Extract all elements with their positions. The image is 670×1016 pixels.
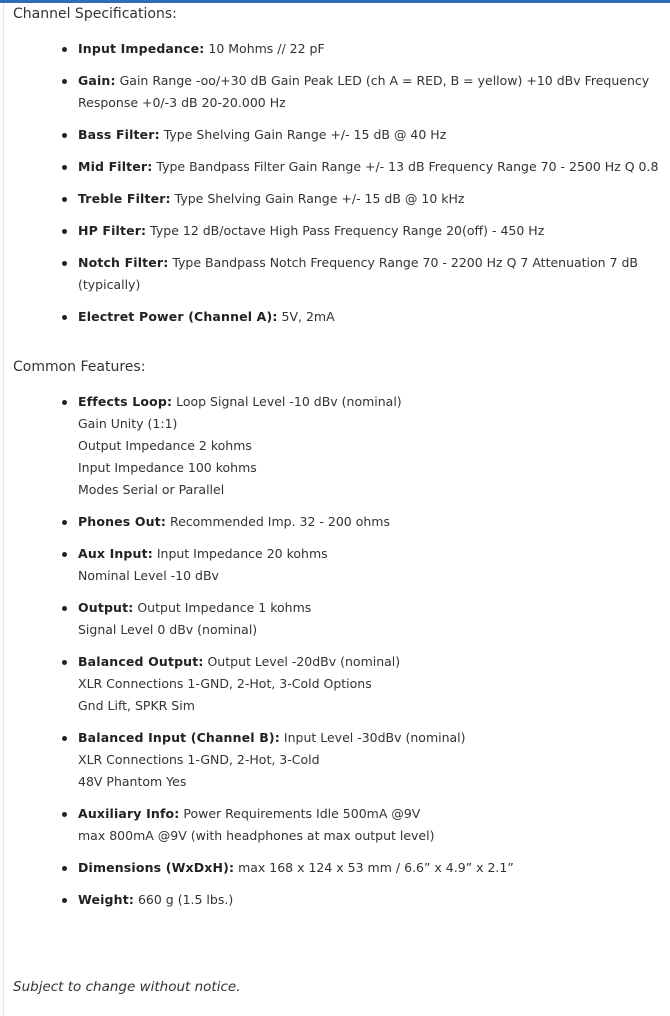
spec-line xyxy=(78,92,668,114)
spec-label: Mid Filter: xyxy=(78,159,153,174)
spec-label: Electret Power (Channel A): xyxy=(78,309,278,324)
spec-line xyxy=(78,727,668,749)
common-features-list xyxy=(0,391,670,921)
spec-line xyxy=(78,543,668,565)
spec-item xyxy=(0,543,670,587)
spec-value: max 168 x 124 x 53 mm / 6.6” x 4.9” x 2.1” xyxy=(234,860,514,875)
spec-item xyxy=(0,220,670,242)
spec-value: Gain Range -oo/+30 dB Gain Peak LED (ch A = RED, B = yellow) +10 dBv Frequency xyxy=(115,73,650,88)
spec-item xyxy=(0,803,670,847)
spec-value: 5V, 2mA xyxy=(277,309,335,324)
spec-item xyxy=(0,70,670,114)
common-features-heading: Common Features: xyxy=(13,359,146,375)
spec-line xyxy=(78,565,668,587)
spec-line xyxy=(78,695,668,717)
spec-line xyxy=(78,771,668,793)
spec-value: Input Impedance 100 kohms xyxy=(78,460,257,475)
spec-value: Gain Unity (1:1) xyxy=(78,416,178,431)
spec-item xyxy=(0,597,670,641)
spec-value: Output Impedance 2 kohms xyxy=(78,438,252,453)
spec-item xyxy=(0,252,670,296)
spec-line xyxy=(78,803,668,825)
spec-value: Output Level -20dBv (nominal) xyxy=(203,654,401,669)
spec-line xyxy=(78,70,668,92)
spec-label: Balanced Input (Channel B): xyxy=(78,730,280,745)
spec-label: Notch Filter: xyxy=(78,255,169,270)
spec-item xyxy=(0,727,670,793)
spec-value: Nominal Level -10 dBv xyxy=(78,568,219,583)
channel-specs-heading: Channel Specifications: xyxy=(13,6,177,22)
spec-value: Input Impedance 20 kohms xyxy=(152,546,328,561)
spec-value: (typically) xyxy=(78,277,141,292)
spec-label: Weight: xyxy=(78,892,134,907)
spec-label: Auxiliary Info: xyxy=(78,806,180,821)
disclaimer-text: Subject to change without notice. xyxy=(13,979,241,995)
spec-line xyxy=(78,673,668,695)
spec-value: Gnd Lift, SPKR Sim xyxy=(78,698,195,713)
spec-item xyxy=(0,889,670,911)
spec-line xyxy=(78,511,668,533)
spec-line xyxy=(78,274,668,296)
spec-line xyxy=(78,889,668,911)
spec-item xyxy=(0,511,670,533)
spec-value: XLR Connections 1-GND, 2-Hot, 3-Cold Options xyxy=(78,676,372,691)
spec-item xyxy=(0,156,670,178)
spec-item xyxy=(0,124,670,146)
channel-specs-list xyxy=(0,38,670,338)
spec-label: Input Impedance: xyxy=(78,41,205,56)
spec-label: Bass Filter: xyxy=(78,127,160,142)
spec-label: Gain: xyxy=(78,73,116,88)
spec-line xyxy=(78,413,668,435)
spec-line xyxy=(78,749,668,771)
spec-label: Treble Filter: xyxy=(78,191,171,206)
spec-value: Type Bandpass Filter Gain Range +/- 13 dB Frequency Range 70 - 2500 Hz Q 0.8 xyxy=(152,159,659,174)
spec-line xyxy=(78,825,668,847)
spec-label: Effects Loop: xyxy=(78,394,173,409)
spec-value: Signal Level 0 dBv (nominal) xyxy=(78,622,258,637)
spec-line xyxy=(78,597,668,619)
spec-line xyxy=(78,619,668,641)
spec-line xyxy=(78,220,668,242)
spec-line xyxy=(78,457,668,479)
spec-item xyxy=(0,651,670,717)
spec-item xyxy=(0,38,670,60)
spec-value: Response +0/-3 dB 20-20.000 Hz xyxy=(78,95,286,110)
spec-line xyxy=(78,124,668,146)
spec-item xyxy=(0,306,670,328)
spec-value: 10 Mohms // 22 pF xyxy=(204,41,325,56)
spec-value: Type Shelving Gain Range +/- 15 dB @ 40 Hz xyxy=(159,127,447,142)
spec-label: Output: xyxy=(78,600,134,615)
spec-item xyxy=(0,391,670,501)
top-accent-bar xyxy=(0,0,670,3)
spec-line xyxy=(78,479,668,501)
spec-label: Dimensions (WxDxH): xyxy=(78,860,235,875)
spec-line xyxy=(78,651,668,673)
spec-item xyxy=(0,188,670,210)
spec-line xyxy=(78,252,668,274)
spec-item xyxy=(0,857,670,879)
spec-line xyxy=(78,306,668,328)
spec-label: Balanced Output: xyxy=(78,654,204,669)
spec-line xyxy=(78,391,668,413)
spec-line xyxy=(78,857,668,879)
spec-label: HP Filter: xyxy=(78,223,147,238)
spec-value: Type Bandpass Notch Frequency Range 70 - 2200 Hz Q 7 Attenuation 7 dB xyxy=(168,255,639,270)
spec-value: 660 g (1.5 lbs.) xyxy=(133,892,234,907)
spec-line xyxy=(78,38,668,60)
spec-value: Input Level -30dBv (nominal) xyxy=(279,730,466,745)
spec-label: Phones Out: xyxy=(78,514,166,529)
spec-value: Output Impedance 1 kohms xyxy=(133,600,312,615)
spec-value: Recommended Imp. 32 - 200 ohms xyxy=(165,514,390,529)
spec-value: Power Requirements Idle 500mA @9V xyxy=(179,806,421,821)
spec-line xyxy=(78,188,668,210)
spec-line xyxy=(78,435,668,457)
spec-line xyxy=(78,156,668,178)
spec-label: Aux Input: xyxy=(78,546,153,561)
spec-value: XLR Connections 1-GND, 2-Hot, 3-Cold xyxy=(78,752,320,767)
spec-value: max 800mA @9V (with headphones at max output level) xyxy=(78,828,435,843)
spec-value: Type 12 dB/octave High Pass Frequency Range 20(off) - 450 Hz xyxy=(146,223,545,238)
spec-value: Modes Serial or Parallel xyxy=(78,482,225,497)
spec-value: Type Shelving Gain Range +/- 15 dB @ 10 kHz xyxy=(170,191,465,206)
spec-value: 48V Phantom Yes xyxy=(78,774,187,789)
spec-value: Loop Signal Level -10 dBv (nominal) xyxy=(172,394,402,409)
